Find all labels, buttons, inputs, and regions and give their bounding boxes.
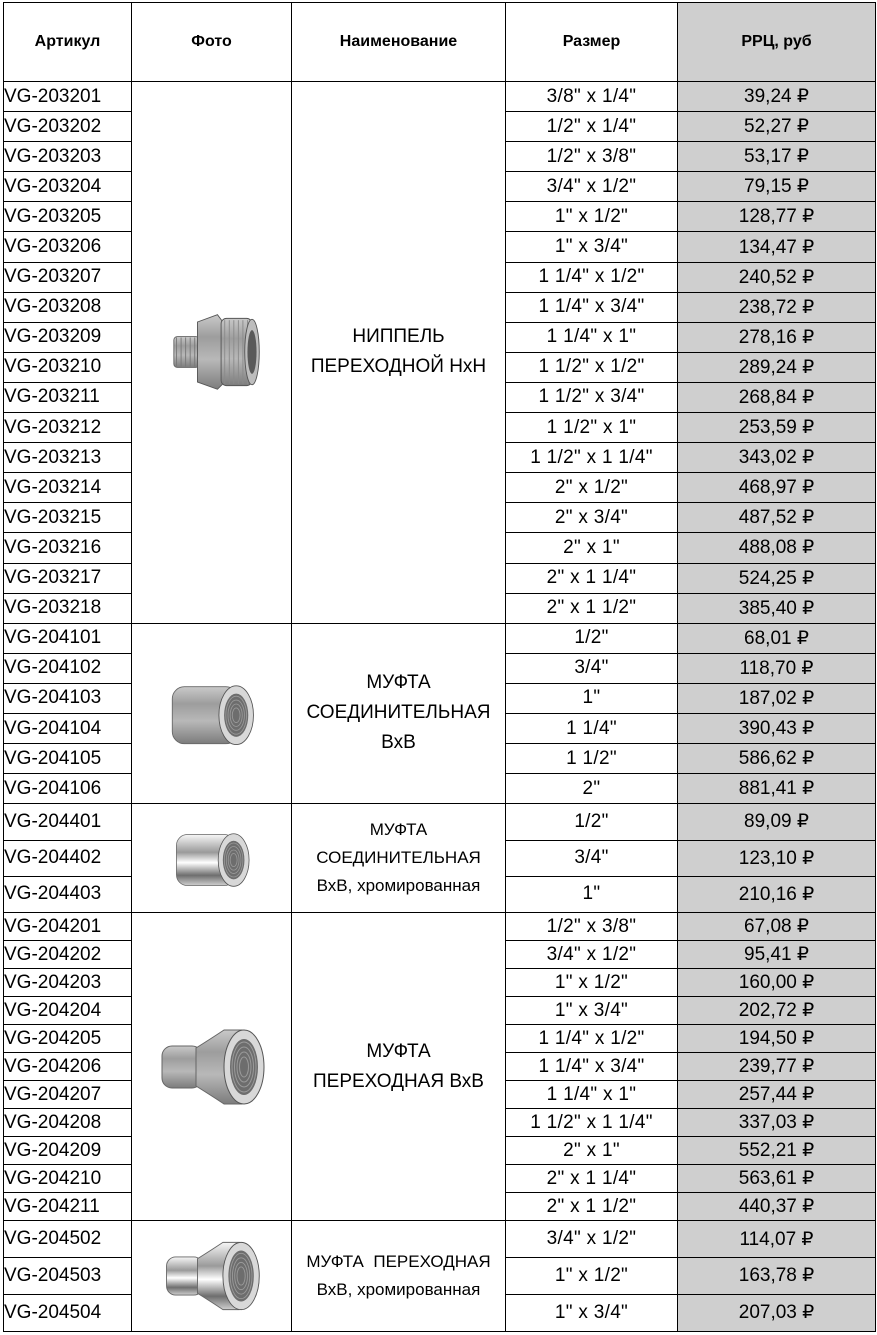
price-cell: 440,37 ₽ bbox=[678, 1193, 876, 1221]
article-cell: VG-204204 bbox=[4, 997, 132, 1025]
article-cell: VG-203203 bbox=[4, 142, 132, 172]
size-cell: 2" х 1 1/4" bbox=[506, 1165, 678, 1193]
article-cell: VG-203215 bbox=[4, 503, 132, 533]
product-name-line: ВхВ, хромированная bbox=[316, 1279, 481, 1299]
article-cell: VG-204104 bbox=[4, 713, 132, 743]
price-cell: 524,25 ₽ bbox=[678, 563, 876, 593]
photo-cell bbox=[132, 623, 292, 804]
price-cell: 238,72 ₽ bbox=[678, 292, 876, 322]
price-cell: 586,62 ₽ bbox=[678, 744, 876, 774]
article-cell: VG-204106 bbox=[4, 774, 132, 804]
article-cell: VG-204401 bbox=[4, 804, 132, 840]
column-header-photo: Фото bbox=[132, 3, 292, 82]
price-cell: 552,21 ₽ bbox=[678, 1137, 876, 1165]
size-cell: 1 1/2" х 1 1/4" bbox=[506, 443, 678, 473]
photo-cell bbox=[132, 804, 292, 913]
size-cell: 1" х 1/2" bbox=[506, 202, 678, 232]
article-cell: VG-204209 bbox=[4, 1137, 132, 1165]
size-cell: 1 1/2" bbox=[506, 744, 678, 774]
price-cell: 118,70 ₽ bbox=[678, 653, 876, 683]
article-cell: VG-203218 bbox=[4, 593, 132, 623]
price-cell: 194,50 ₽ bbox=[678, 1025, 876, 1053]
size-cell: 2" х 1/2" bbox=[506, 473, 678, 503]
article-cell: VG-204103 bbox=[4, 683, 132, 713]
product-name-line: МУФТА bbox=[366, 672, 431, 694]
table-row bbox=[4, 623, 876, 653]
price-cell: 257,44 ₽ bbox=[678, 1081, 876, 1109]
article-cell: VG-204202 bbox=[4, 941, 132, 969]
product-name-line: ВхВ, хромированная bbox=[316, 876, 481, 896]
price-cell: 128,77 ₽ bbox=[678, 202, 876, 232]
article-cell: VG-204207 bbox=[4, 1081, 132, 1109]
size-cell: 1 1/4" х 3/4" bbox=[506, 292, 678, 322]
photo-cell bbox=[132, 913, 292, 1221]
price-cell: 79,15 ₽ bbox=[678, 172, 876, 202]
price-cell: 268,84 ₽ bbox=[678, 382, 876, 412]
price-cell: 253,59 ₽ bbox=[678, 413, 876, 443]
product-name-cell bbox=[292, 1221, 506, 1331]
size-cell: 1 1/4" х 1/2" bbox=[506, 1025, 678, 1053]
size-cell: 2" х 1 1/2" bbox=[506, 1193, 678, 1221]
photo-cell bbox=[132, 1221, 292, 1331]
header-row bbox=[4, 3, 876, 82]
article-cell: VG-204503 bbox=[4, 1257, 132, 1294]
reducing-coupling-matte-icon bbox=[132, 1012, 291, 1122]
column-header-article: Артикул bbox=[4, 3, 132, 82]
article-cell: VG-203211 bbox=[4, 382, 132, 412]
table-row bbox=[4, 1221, 876, 1258]
size-cell: 2" bbox=[506, 774, 678, 804]
price-cell: 89,09 ₽ bbox=[678, 804, 876, 840]
article-cell: VG-204102 bbox=[4, 653, 132, 683]
article-cell: VG-204203 bbox=[4, 969, 132, 997]
price-cell: 563,61 ₽ bbox=[678, 1165, 876, 1193]
price-cell: 239,77 ₽ bbox=[678, 1053, 876, 1081]
size-cell: 1 1/4" х 1/2" bbox=[506, 262, 678, 292]
coupling-chrome-icon bbox=[132, 816, 291, 901]
size-cell: 1 1/4" х 1" bbox=[506, 1081, 678, 1109]
size-cell: 1" х 3/4" bbox=[506, 997, 678, 1025]
size-cell: 1/2" х 1/4" bbox=[506, 112, 678, 142]
article-cell: VG-204201 bbox=[4, 913, 132, 941]
article-cell: VG-204211 bbox=[4, 1193, 132, 1221]
price-cell: 289,24 ₽ bbox=[678, 352, 876, 382]
size-cell: 3/4" х 1/2" bbox=[506, 1221, 678, 1258]
product-name-line: СОЕДИНИТЕЛЬНАЯ bbox=[306, 702, 491, 724]
size-cell: 1" х 1/2" bbox=[506, 969, 678, 997]
article-cell: VG-203212 bbox=[4, 413, 132, 443]
column-header-price: РРЦ, руб bbox=[678, 3, 876, 82]
article-cell: VG-204402 bbox=[4, 840, 132, 876]
article-cell: VG-204105 bbox=[4, 744, 132, 774]
price-cell: 160,00 ₽ bbox=[678, 969, 876, 997]
product-name-line: НИППЕЛЬ bbox=[352, 326, 445, 348]
size-cell: 1/2" х 3/8" bbox=[506, 913, 678, 941]
price-cell: 488,08 ₽ bbox=[678, 533, 876, 563]
price-cell: 240,52 ₽ bbox=[678, 262, 876, 292]
size-cell: 1" х 1/2" bbox=[506, 1257, 678, 1294]
product-name-cell bbox=[292, 82, 506, 624]
size-cell: 1" х 3/4" bbox=[506, 1294, 678, 1331]
nipple-reducer-icon bbox=[132, 302, 291, 402]
size-cell: 1" bbox=[506, 683, 678, 713]
size-cell: 2" х 1" bbox=[506, 1137, 678, 1165]
table-row bbox=[4, 913, 876, 941]
product-name-line: МУФТА bbox=[366, 1040, 431, 1062]
price-cell: 390,43 ₽ bbox=[678, 713, 876, 743]
article-cell: VG-203210 bbox=[4, 352, 132, 382]
size-cell: 1/2" bbox=[506, 804, 678, 840]
price-cell: 202,72 ₽ bbox=[678, 997, 876, 1025]
article-cell: VG-203216 bbox=[4, 533, 132, 563]
price-cell: 210,16 ₽ bbox=[678, 876, 876, 912]
article-cell: VG-204403 bbox=[4, 876, 132, 912]
price-cell: 468,97 ₽ bbox=[678, 473, 876, 503]
article-cell: VG-203204 bbox=[4, 172, 132, 202]
article-cell: VG-203217 bbox=[4, 563, 132, 593]
size-cell: 3/4" х 1/2" bbox=[506, 172, 678, 202]
price-cell: 134,47 ₽ bbox=[678, 232, 876, 262]
coupling-matte-icon bbox=[132, 666, 291, 761]
article-cell: VG-204205 bbox=[4, 1025, 132, 1053]
price-cell: 123,10 ₽ bbox=[678, 840, 876, 876]
column-header-size: Размер bbox=[506, 3, 678, 82]
price-cell: 881,41 ₽ bbox=[678, 774, 876, 804]
product-name-cell bbox=[292, 804, 506, 913]
article-cell: VG-203205 bbox=[4, 202, 132, 232]
article-cell: VG-204101 bbox=[4, 623, 132, 653]
price-cell: 114,07 ₽ bbox=[678, 1221, 876, 1258]
article-cell: VG-203202 bbox=[4, 112, 132, 142]
size-cell: 1 1/4" х 1" bbox=[506, 322, 678, 352]
price-cell: 163,78 ₽ bbox=[678, 1257, 876, 1294]
size-cell: 2" х 1" bbox=[506, 533, 678, 563]
size-cell: 1 1/4" х 3/4" bbox=[506, 1053, 678, 1081]
price-cell: 487,52 ₽ bbox=[678, 503, 876, 533]
size-cell: 2" х 3/4" bbox=[506, 503, 678, 533]
price-cell: 343,02 ₽ bbox=[678, 443, 876, 473]
size-cell: 3/4" х 1/2" bbox=[506, 941, 678, 969]
article-cell: VG-203206 bbox=[4, 232, 132, 262]
size-cell: 1 1/2" х 1" bbox=[506, 413, 678, 443]
price-cell: 68,01 ₽ bbox=[678, 623, 876, 653]
price-cell: 95,41 ₽ bbox=[678, 941, 876, 969]
size-cell: 3/4" bbox=[506, 653, 678, 683]
product-name-line: ПЕРЕХОДНАЯ ВхВ bbox=[313, 1070, 484, 1092]
price-cell: 52,27 ₽ bbox=[678, 112, 876, 142]
size-cell: 1/2" bbox=[506, 623, 678, 653]
size-cell: 2" х 1 1/2" bbox=[506, 593, 678, 623]
product-name-line: МУФТА ПЕРЕХОДНАЯ bbox=[306, 1251, 491, 1271]
product-name-line: ПЕРЕХОДНОЙ НхН bbox=[310, 356, 487, 378]
article-cell: VG-203208 bbox=[4, 292, 132, 322]
price-cell: 337,03 ₽ bbox=[678, 1109, 876, 1137]
size-cell: 1" х 3/4" bbox=[506, 232, 678, 262]
price-table bbox=[3, 2, 876, 1332]
size-cell: 1 1/2" х 3/4" bbox=[506, 382, 678, 412]
size-cell: 3/4" bbox=[506, 840, 678, 876]
price-cell: 53,17 ₽ bbox=[678, 142, 876, 172]
article-cell: VG-204206 bbox=[4, 1053, 132, 1081]
size-cell: 2" х 1 1/4" bbox=[506, 563, 678, 593]
article-cell: VG-204502 bbox=[4, 1221, 132, 1258]
article-cell: VG-203207 bbox=[4, 262, 132, 292]
size-cell: 1 1/2" х 1/2" bbox=[506, 352, 678, 382]
size-cell: 1/2" х 3/8" bbox=[506, 142, 678, 172]
size-cell: 1 1/2" х 1 1/4" bbox=[506, 1109, 678, 1137]
price-cell: 187,02 ₽ bbox=[678, 683, 876, 713]
table-row bbox=[4, 82, 876, 112]
size-cell: 1" bbox=[506, 876, 678, 912]
size-cell: 1 1/4" bbox=[506, 713, 678, 743]
column-header-name: Наименование bbox=[292, 3, 506, 82]
product-name-cell bbox=[292, 913, 506, 1221]
article-cell: VG-204504 bbox=[4, 1294, 132, 1331]
article-cell: VG-204210 bbox=[4, 1165, 132, 1193]
size-cell: 3/8" х 1/4" bbox=[506, 82, 678, 112]
product-name-line: ВхВ bbox=[381, 732, 416, 754]
article-cell: VG-203213 bbox=[4, 443, 132, 473]
table-body bbox=[4, 82, 876, 1332]
price-cell: 385,40 ₽ bbox=[678, 593, 876, 623]
product-name-line: СОЕДИНИТЕЛЬНАЯ bbox=[316, 848, 481, 868]
product-name-line: МУФТА bbox=[369, 820, 428, 840]
product-name-cell bbox=[292, 623, 506, 804]
price-cell: 39,24 ₽ bbox=[678, 82, 876, 112]
price-cell: 278,16 ₽ bbox=[678, 322, 876, 352]
price-cell: 207,03 ₽ bbox=[678, 1294, 876, 1331]
article-cell: VG-203214 bbox=[4, 473, 132, 503]
reducing-coupling-chrome-icon bbox=[132, 1226, 291, 1326]
table-row bbox=[4, 804, 876, 840]
photo-cell bbox=[132, 82, 292, 624]
article-cell: VG-204208 bbox=[4, 1109, 132, 1137]
price-cell: 67,08 ₽ bbox=[678, 913, 876, 941]
article-cell: VG-203201 bbox=[4, 82, 132, 112]
article-cell: VG-203209 bbox=[4, 322, 132, 352]
